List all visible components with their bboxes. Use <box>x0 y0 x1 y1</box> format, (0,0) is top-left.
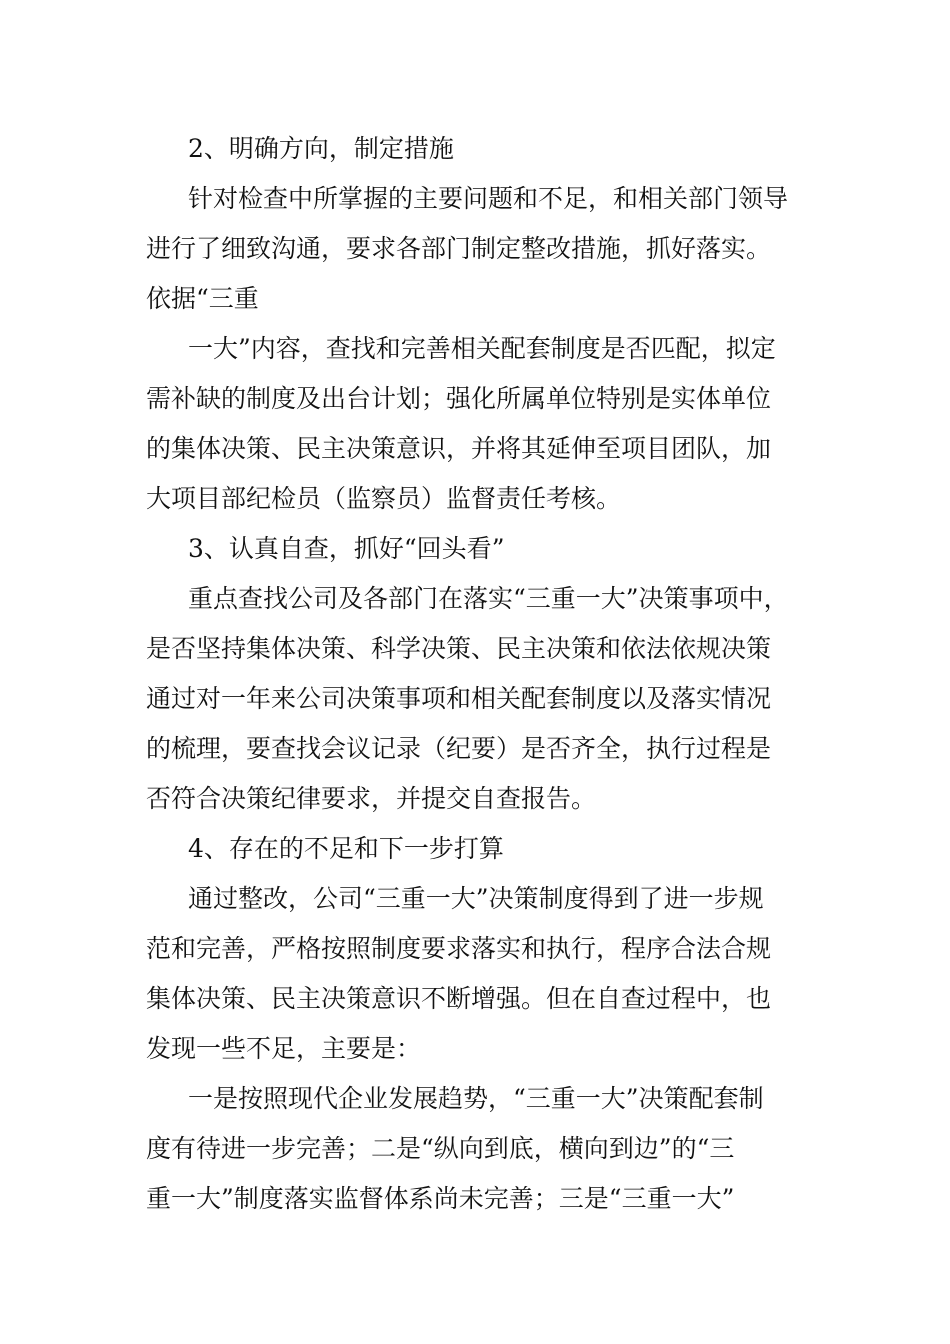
body-line: 一是按照现代企业发展趋势，“三重一大”决策配套制 <box>188 1084 764 1113</box>
body-line: 针对检查中所掌握的主要问题和不足，和相关部门领导 <box>188 184 789 213</box>
body-line: 重一大”制度落实监督体系尚未完善；三是“三重一大” <box>146 1184 735 1213</box>
body-line: 需补缺的制度及出台计划；强化所属单位特别是实体单位 <box>146 384 772 413</box>
body-line: 一大”内容，查找和完善相关配套制度是否匹配，拟定 <box>188 334 776 363</box>
body-line: 的梳理，要查找会议记录（纪要）是否齐全，执行过程是 <box>146 734 772 763</box>
document-body <box>146 124 826 1224</box>
body-line: 进行了细致沟通，要求各部门制定整改措施，抓好落实。 <box>146 234 772 263</box>
body-line: 的集体决策、民主决策意识，并将其延伸至项目团队，加 <box>146 434 772 463</box>
section-heading-3: 3、认真自查，抓好“回头看” <box>188 534 505 563</box>
body-line: 集体决策、民主决策意识不断增强。但在自查过程中，也 <box>146 984 772 1013</box>
body-line: 重点查找公司及各部门在落实“三重一大”决策事项中， <box>188 584 789 613</box>
body-line: 否符合决策纪律要求，并提交自查报告。 <box>146 784 597 813</box>
body-line: 发现一些不足，主要是： <box>146 1034 422 1063</box>
body-line: 通过整改，公司“三重一大”决策制度得到了进一步规 <box>188 884 764 913</box>
body-line: 范和完善，严格按照制度要求落实和执行，程序合法合规 <box>146 934 772 963</box>
body-line: 是否坚持集体决策、科学决策、民主决策和依法依规决策 <box>146 634 772 663</box>
section-heading-4: 4、存在的不足和下一步打算 <box>188 834 504 863</box>
body-line: 度有待进一步完善；二是“纵向到底，横向到边”的“三 <box>146 1134 735 1163</box>
body-line: 通过对一年来公司决策事项和相关配套制度以及落实情况 <box>146 684 772 713</box>
body-line: 依据“三重 <box>146 284 259 313</box>
body-line: 大项目部纪检员（监察员）监督责任考核。 <box>146 484 622 513</box>
section-heading-2: 2、明确方向，制定措施 <box>188 134 454 163</box>
